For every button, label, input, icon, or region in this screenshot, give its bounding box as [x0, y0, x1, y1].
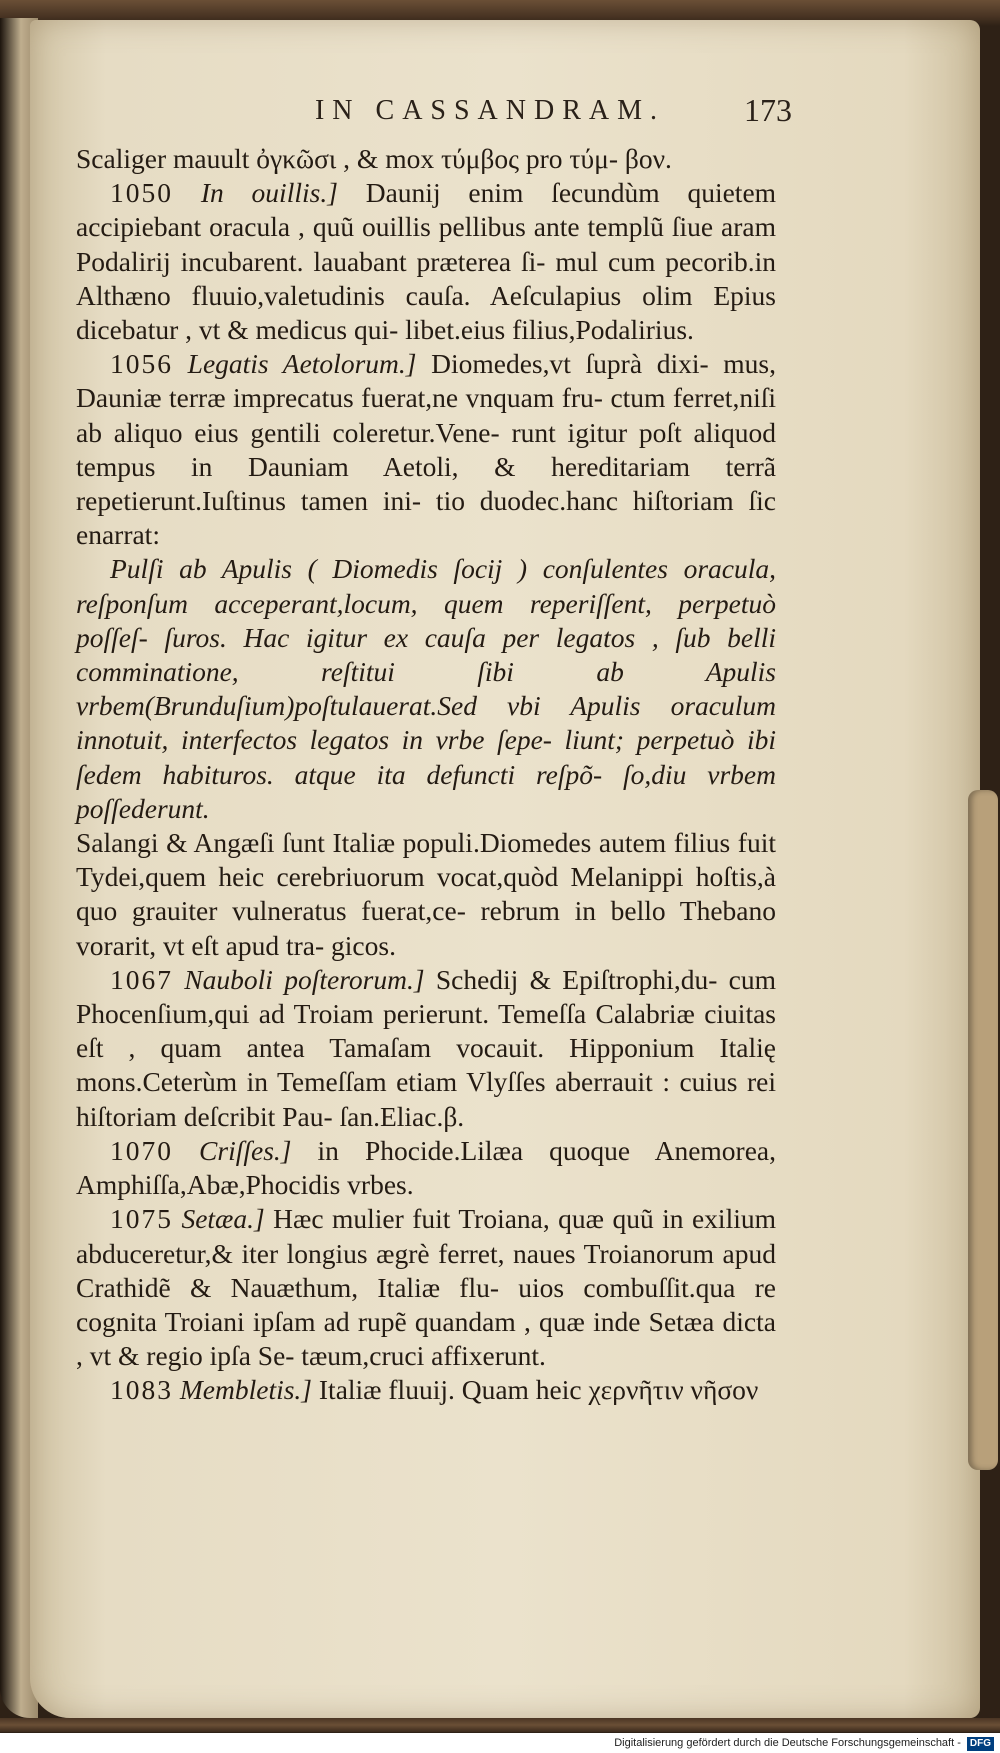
justin-quotation: Pulſi ab Apulis ( Diomedis ſocij ) conſulentes oracula, reſponſum acceperant,locum, quem reperiſſent, perpetuò poſſeſ- ſuros. Hac igitur ex cauſa per legatos , ſub belli comminatione, reſtitui ſibi ab Apulis vrbem(Brunduſium)poſtulauerat.Sed vbi Apulis oraculum innotuit, interfectos legatos in vrbe ſepe- liunt; perpetuò ibi ſedem habituros. atque ita defuncti reſpõ- ſo,diu vrbem poſſederunt.: [76, 553, 776, 824]
note-1070: [76, 1134, 776, 1202]
note-text: Diomedes,vt ſuprà dixi- mus, Dauniæ terræ imprecatus fuerat,ne vnquam fru- ctum ferret,niſi ab aliquo eius gentili coleretur.Vene- runt igitur poſt aliquod tempus in Dauniam Aetoli, & hereditariam terrã repetierunt.Iuſtinus tamen ini- tio duodec.hanc hiſtoriam ſic enarrat:: [76, 348, 776, 551]
note-1075: [76, 1202, 776, 1373]
note-lemma: Legatis Aetolorum.]: [187, 348, 417, 380]
bottom-binding: [0, 1718, 1000, 1732]
paragraph-salangi: Salangi & Angæſi ſunt Italiæ populi.Diomedes autem filius fuit Tydei,quem heic cerebriuorum vocat,quòd Melanippi hoſtis,à quo grauiter vulneratus fuerat,ce- rebrum in bello Thebano vorarit, vt eſt apud tra- gicos.: [76, 827, 776, 961]
note-1067: [76, 963, 776, 1134]
note-1083: [76, 1373, 776, 1407]
note-text: Schedij & Epiſtrophi,du- cum Phocenſium,qui ad Troiam perierunt. Temeſſa Calabriæ ciuitas eſt , quam antea Tamaſam vocauit. Hipponium Italię mons.Ceterùm in Temeſſam etiam Vlyſſes aberrauit : cuius rei hiſtoriam deſcribit Pau- ſan.Eliac.β.: [76, 963, 776, 1132]
note-number: 1083: [110, 1374, 173, 1406]
page-tab-edge: [968, 790, 998, 1470]
note-number: 1056: [110, 348, 173, 380]
note-text: Italiæ fluuij. Quam heic χερνῆτιν νῆσον: [318, 1374, 759, 1406]
running-head: IN CASSANDRAM.: [314, 95, 666, 126]
body-text: [76, 142, 776, 1408]
footer-text: Digitalisierung gefördert durch die Deutsche Forschungsgemeinschaft -: [614, 1737, 961, 1749]
paragraph-0: Scaliger mauult ὀγκῶσι , & mox τύμβος pro τύμ- βον.: [76, 143, 672, 174]
note-number: 1050: [110, 177, 173, 209]
note-number: 1075: [110, 1203, 173, 1235]
note-text: Daunij enim ſecundùm quietem accipiebant oracula , quũ ouillis pellibus ante templũ ſiue aram Podalirij incubarent. lauabant præterea ſi- mul cum pecorib.in Althæno fluuio,valetudinis cauſa. Aeſculapius olim Epius dicebatur , vt & medicus qui- libet.eius filius,Podalirius.: [76, 177, 777, 346]
note-number: 1067: [110, 963, 173, 995]
page-number: 173: [744, 92, 792, 128]
digitization-footer: [0, 1733, 1000, 1753]
note-lemma: In ouillis.]: [200, 177, 338, 209]
note-1056: [76, 347, 776, 552]
note-1050: [76, 176, 776, 347]
note-text: in Phocide.Lilæa quoque Anemorea, Amphiſſa,Abæ,Phocidis vrbes.: [76, 1134, 777, 1201]
note-lemma: Nauboli poſterorum.]: [184, 963, 425, 995]
dfg-logo-icon: DFG: [967, 1737, 994, 1751]
note-lemma: Setæa.]: [181, 1203, 265, 1235]
note-lemma: Membletis.]: [179, 1374, 313, 1406]
note-number: 1070: [110, 1134, 173, 1166]
note-text: Hæc mulier fuit Troiana, quæ quũ in exilium abduceretur,& iter longius ægrè ferret, naues Troianorum apud Crathidẽ & Nauæthum, Italiæ flu- uios combuſſit.qua re cognita Troiani ipſam ad rupẽ quandam , quæ inde Setæa dicta , vt & regio ipſa Se- tæum,cruci affixerunt.: [76, 1203, 776, 1372]
note-lemma: Criſſes.]: [199, 1134, 292, 1166]
